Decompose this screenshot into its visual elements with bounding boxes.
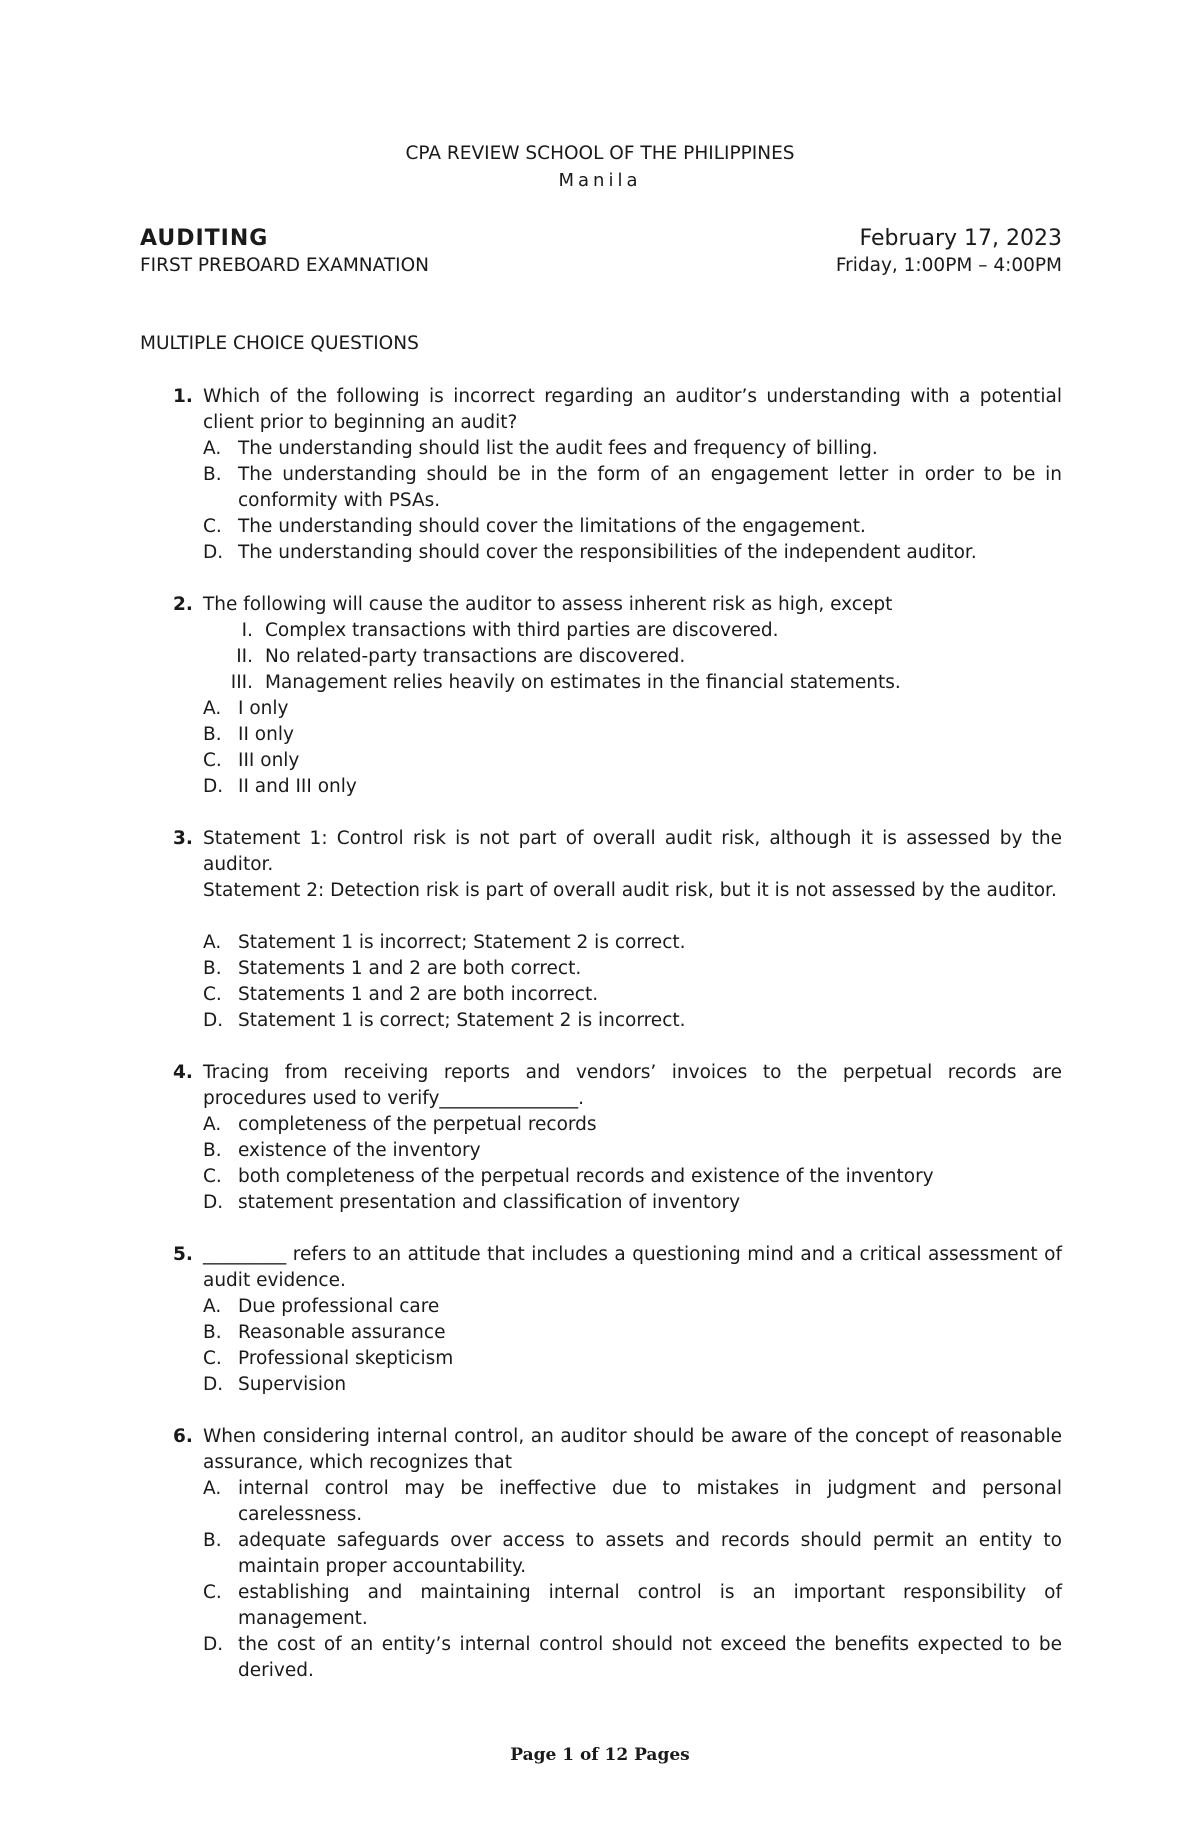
school-name: CPA REVIEW SCHOOL OF THE PHILIPPINES <box>405 143 795 164</box>
option-letter: C. <box>203 1166 222 1187</box>
option-b <box>140 722 1062 748</box>
option-text: I only <box>238 698 289 719</box>
option-b <box>140 462 1062 514</box>
question-text: Tracing from receiving reports and vendors’ invoices to the perpetual records are procedures used to verify_______________. <box>203 1062 1062 1109</box>
option-text: adequate safeguards over access to assets and records should permit an entity to maintain proper accountability. <box>238 1530 1062 1577</box>
option-letter: B. <box>203 958 222 979</box>
option-letter: A. <box>203 698 222 719</box>
question-number: 5. <box>173 1244 193 1265</box>
option-text: Professional skepticism <box>238 1348 454 1369</box>
exam-title: FIRST PREBOARD EXAMNATION <box>140 255 430 276</box>
option-d <box>140 1008 1062 1034</box>
exam-time: Friday, 1:00PM – 4:00PM <box>835 255 1062 276</box>
option-letter: B. <box>203 724 222 745</box>
question-text: Statement 1: Control risk is not part of overall audit risk, although it is assessed by the auditor. <box>203 828 1062 875</box>
option-d <box>140 774 1062 800</box>
option-letter: C. <box>203 516 222 537</box>
roman-item-1 <box>140 618 1062 644</box>
option-text: Supervision <box>238 1374 347 1395</box>
question-number: 1. <box>173 386 193 407</box>
question-number: 3. <box>173 828 193 849</box>
option-text: establishing and maintaining internal control is an important responsibility of management. <box>238 1582 1062 1629</box>
option-letter: A. <box>203 438 222 459</box>
question-5 <box>140 1242 1062 1398</box>
page-footer: Page 1 of 12 Pages <box>510 1745 690 1765</box>
option-text: II only <box>238 724 294 745</box>
option-letter: D. <box>203 1634 224 1655</box>
question-list <box>140 384 1062 1710</box>
roman-text: No related-party transactions are discovered. <box>265 646 686 667</box>
option-text: existence of the inventory <box>238 1140 481 1161</box>
option-text: III only <box>238 750 300 771</box>
option-text: The understanding should cover the limitations of the engagement. <box>238 516 866 537</box>
option-text: The understanding should cover the responsibilities of the independent auditor. <box>238 542 977 563</box>
question-6 <box>140 1424 1062 1684</box>
option-letter: A. <box>203 1478 222 1499</box>
option-text: II and III only <box>238 776 357 797</box>
option-c <box>140 1346 1062 1372</box>
question-text: Which of the following is incorrect regarding an auditor’s understanding with a potential client prior to beginning an audit? <box>203 386 1062 433</box>
option-c <box>140 748 1062 774</box>
option-b <box>140 1138 1062 1164</box>
option-letter: D. <box>203 1374 224 1395</box>
roman-numeral: II. <box>236 646 253 667</box>
option-letter: C. <box>203 1582 222 1603</box>
option-text: Statements 1 and 2 are both correct. <box>238 958 582 979</box>
roman-text: Complex transactions with third parties are discovered. <box>265 620 779 641</box>
option-d <box>140 1632 1062 1684</box>
question-number: 4. <box>173 1062 193 1083</box>
question-1 <box>140 384 1062 566</box>
question-4 <box>140 1060 1062 1216</box>
option-text: Statement 1 is correct; Statement 2 is incorrect. <box>238 1010 686 1031</box>
option-text: both completeness of the perpetual records and existence of the inventory <box>238 1166 934 1187</box>
option-letter: C. <box>203 984 222 1005</box>
option-b <box>140 1320 1062 1346</box>
roman-item-3 <box>140 670 1062 696</box>
option-letter: B. <box>203 464 222 485</box>
option-c <box>140 1580 1062 1632</box>
option-c <box>140 1164 1062 1190</box>
option-d <box>140 1190 1062 1216</box>
option-a <box>140 930 1062 956</box>
option-text: Reasonable assurance <box>238 1322 446 1343</box>
option-letter: C. <box>203 1348 222 1369</box>
option-letter: C. <box>203 750 222 771</box>
option-text: Statement 1 is incorrect; Statement 2 is correct. <box>238 932 686 953</box>
option-text: the cost of an entity’s internal control should not exceed the benefits expected to be derived. <box>238 1634 1062 1681</box>
roman-item-2 <box>140 644 1062 670</box>
option-c <box>140 514 1062 540</box>
question-text: _________ refers to an attitude that includes a questioning mind and a critical assessment of audit evidence. <box>203 1244 1062 1291</box>
option-a <box>140 436 1062 462</box>
question-number: 6. <box>173 1426 193 1447</box>
option-letter: D. <box>203 542 224 563</box>
option-text: The understanding should be in the form of an engagement letter in order to be in conformity with PSAs. <box>238 464 1062 511</box>
question-2 <box>140 592 1062 800</box>
option-letter: D. <box>203 776 224 797</box>
option-a <box>140 1476 1062 1528</box>
question-3 <box>140 826 1062 1034</box>
option-text: internal control may be ineffective due to mistakes in judgment and personal carelessness. <box>238 1478 1062 1525</box>
roman-text: Management relies heavily on estimates in the financial statements. <box>265 672 901 693</box>
option-text: statement presentation and classification of inventory <box>238 1192 741 1213</box>
option-letter: A. <box>203 1114 222 1135</box>
option-letter: D. <box>203 1192 224 1213</box>
option-c <box>140 982 1062 1008</box>
option-a <box>140 696 1062 722</box>
question-number: 2. <box>173 594 193 615</box>
option-text: The understanding should list the audit fees and frequency of billing. <box>238 438 878 459</box>
section-title: MULTIPLE CHOICE QUESTIONS <box>140 333 419 354</box>
option-a <box>140 1112 1062 1138</box>
question-text: The following will cause the auditor to assess inherent risk as high, except <box>203 594 893 615</box>
roman-numeral: III. <box>230 672 253 693</box>
city-name: Manila <box>558 170 642 191</box>
option-letter: B. <box>203 1140 222 1161</box>
option-letter: B. <box>203 1530 222 1551</box>
option-a <box>140 1294 1062 1320</box>
option-b <box>140 956 1062 982</box>
option-text: Due professional care <box>238 1296 440 1317</box>
statement-2: Statement 2: Detection risk is part of overall audit risk, but it is not assessed by the auditor. <box>203 880 1057 901</box>
option-letter: A. <box>203 1296 222 1317</box>
option-d <box>140 1372 1062 1398</box>
question-text: When considering internal control, an auditor should be aware of the concept of reasonable assurance, which recognizes that <box>203 1426 1062 1473</box>
exam-date: February 17, 2023 <box>859 226 1062 251</box>
option-letter: A. <box>203 932 222 953</box>
option-text: Statements 1 and 2 are both incorrect. <box>238 984 599 1005</box>
option-text: completeness of the perpetual records <box>238 1114 597 1135</box>
subject-title: AUDITING <box>140 226 269 251</box>
option-d <box>140 540 1062 566</box>
option-b <box>140 1528 1062 1580</box>
roman-numeral: I. <box>241 620 253 641</box>
option-letter: D. <box>203 1010 224 1031</box>
option-letter: B. <box>203 1322 222 1343</box>
